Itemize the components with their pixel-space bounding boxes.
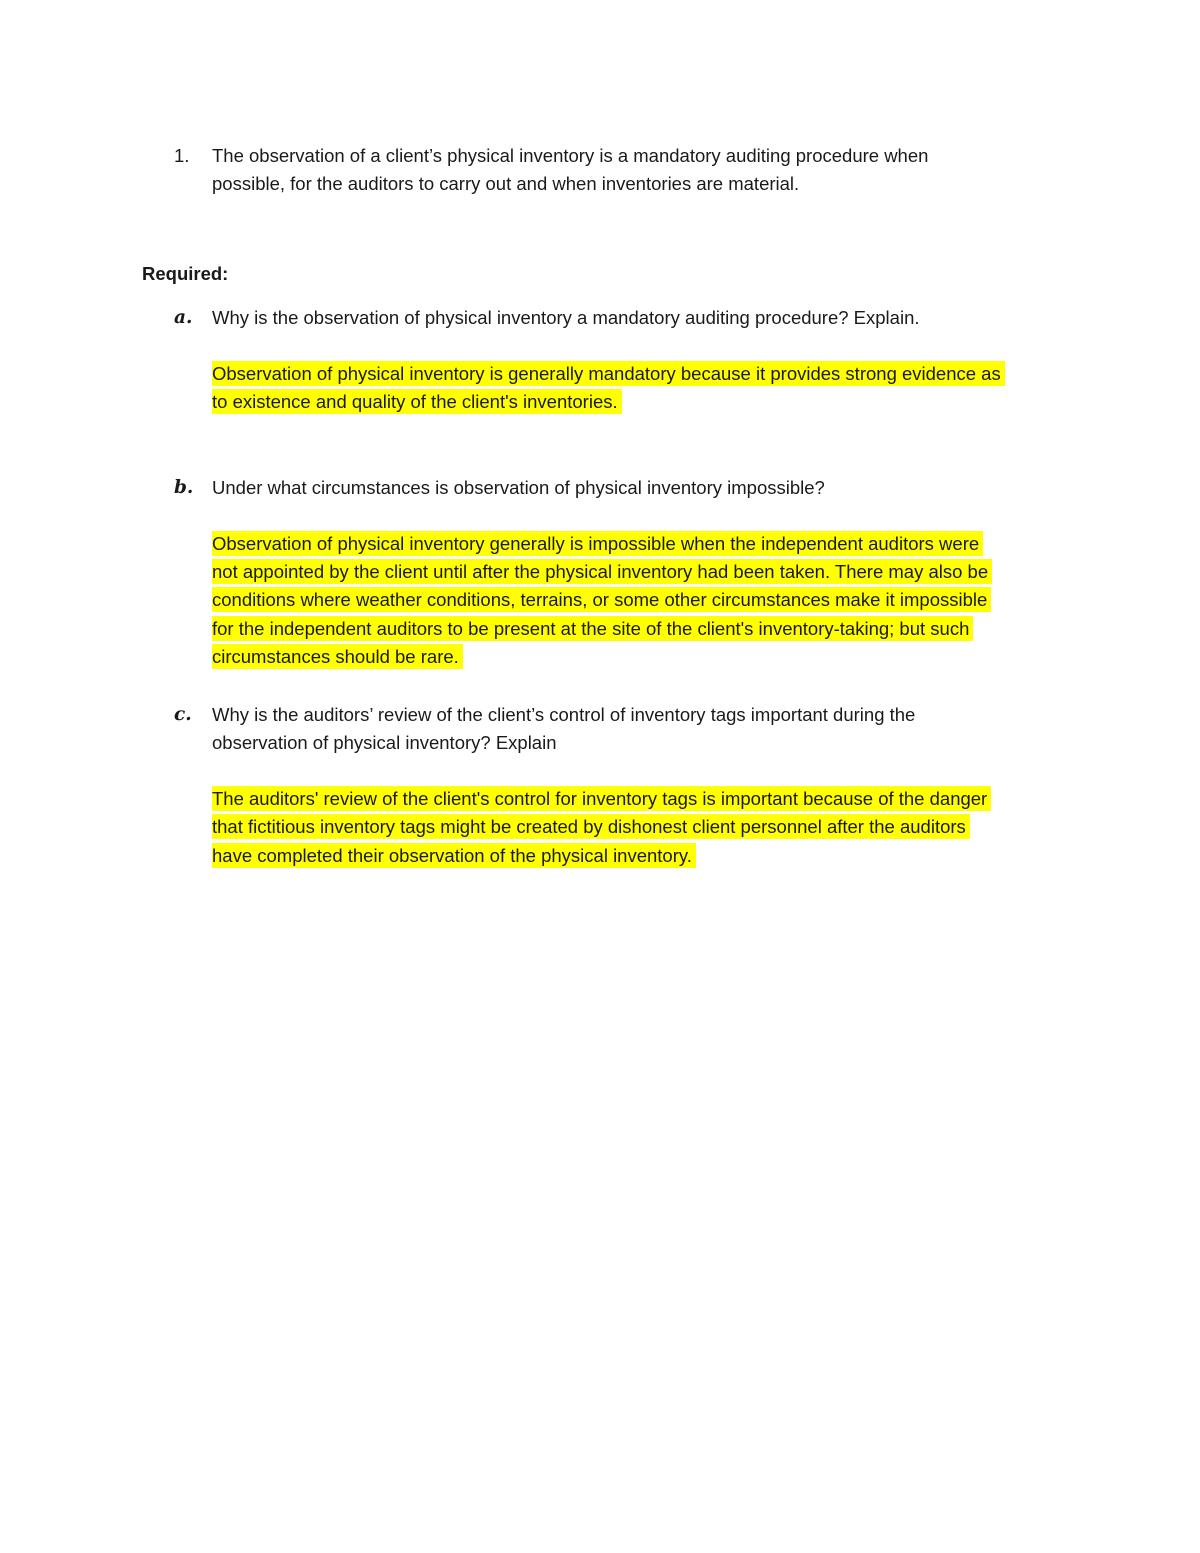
answer-highlight: not appointed by the client until after the physical inventory had been taken. There may also be (212, 559, 992, 584)
item-number: 1. (174, 145, 190, 166)
answer-highlight: for the independent auditors to be present at the site of the client's inventory-taking; but such (212, 616, 973, 641)
required-label: Required: (142, 263, 229, 284)
answer-highlight: Observation of physical inventory generally is impossible when the independent auditors were (212, 531, 983, 556)
answer-highlight: The auditors' review of the client's control for inventory tags is important because of the danger (212, 786, 991, 811)
answer-b-line (212, 558, 992, 586)
question-a-text: Why is the observation of physical inventory a mandatory auditing procedure? Explain. (212, 307, 920, 328)
answer-b-line (212, 615, 973, 643)
answer-highlight: have completed their observation of the physical inventory. (212, 843, 696, 868)
question-c-text: observation of physical inventory? Explain (212, 732, 557, 753)
question-marker-b: b. (174, 477, 194, 498)
answer-c-line (212, 842, 696, 870)
question-b-text: Under what circumstances is observation of physical inventory impossible? (212, 477, 825, 498)
item-text-line: The observation of a client’s physical inventory is a mandatory auditing procedure when (212, 145, 929, 166)
answer-c-line (212, 785, 991, 813)
answer-highlight: Observation of physical inventory is generally mandatory because it provides strong evidence as (212, 361, 1005, 386)
item-text-line: possible, for the auditors to carry out and when inventories are material. (212, 173, 800, 194)
question-c-text: Why is the auditors’ review of the client’s control of inventory tags important during the (212, 704, 916, 725)
answer-c-line (212, 813, 970, 841)
answer-highlight: that fictitious inventory tags might be created by dishonest client personnel after the auditors (212, 814, 970, 839)
answer-b-line (212, 643, 463, 671)
question-marker-a: a. (174, 307, 193, 328)
answer-a-line (212, 388, 622, 416)
answer-highlight: conditions where weather conditions, terrains, or some other circumstances make it impossible (212, 587, 991, 612)
question-marker-c: c. (174, 704, 192, 725)
answer-highlight: circumstances should be rare. (212, 644, 463, 669)
answer-highlight: to existence and quality of the client's inventories. (212, 389, 622, 414)
answer-b-line (212, 586, 991, 614)
answer-a-line (212, 360, 1005, 388)
answer-b-line (212, 530, 983, 558)
